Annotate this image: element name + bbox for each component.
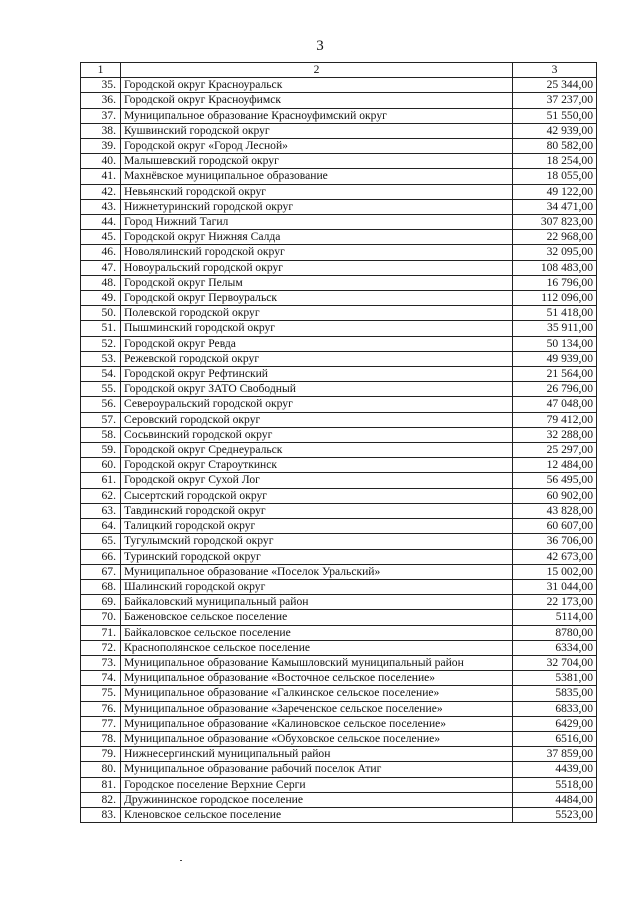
municipality-name: Серовский городской округ <box>121 412 513 427</box>
table-row <box>81 503 597 518</box>
row-number: 45. <box>81 230 121 245</box>
municipality-name: Режевской городской округ <box>121 351 513 366</box>
table-row <box>81 367 597 382</box>
column-header-number: 1 <box>81 63 121 78</box>
table-row <box>81 807 597 822</box>
row-number: 76. <box>81 701 121 716</box>
amount: 56 495,00 <box>513 473 597 488</box>
amount: 37 237,00 <box>513 93 597 108</box>
amount: 49 122,00 <box>513 184 597 199</box>
table-row <box>81 306 597 321</box>
row-number: 78. <box>81 731 121 746</box>
table-row <box>81 579 597 594</box>
row-number: 43. <box>81 199 121 214</box>
municipality-name: Полевской городской округ <box>121 306 513 321</box>
row-number: 81. <box>81 777 121 792</box>
municipality-name: Городской округ Сухой Лог <box>121 473 513 488</box>
municipality-name: Городской округ Красноуфимск <box>121 93 513 108</box>
table-row <box>81 716 597 731</box>
row-number: 75. <box>81 686 121 701</box>
row-number: 77. <box>81 716 121 731</box>
municipality-name: Городской округ ЗАТО Свободный <box>121 382 513 397</box>
amount: 15 002,00 <box>513 564 597 579</box>
column-header-amount: 3 <box>513 63 597 78</box>
municipality-name: Туринский городской округ <box>121 549 513 564</box>
municipality-name: Сысертский городской округ <box>121 488 513 503</box>
municipality-name: Тугулымский городской округ <box>121 534 513 549</box>
amount: 51 550,00 <box>513 108 597 123</box>
table-row <box>81 336 597 351</box>
table-row <box>81 777 597 792</box>
amount: 36 706,00 <box>513 534 597 549</box>
amount: 34 471,00 <box>513 199 597 214</box>
row-number: 64. <box>81 519 121 534</box>
amount: 18 055,00 <box>513 169 597 184</box>
table-row <box>81 655 597 670</box>
row-number: 58. <box>81 427 121 442</box>
table-row <box>81 78 597 93</box>
table-row <box>81 215 597 230</box>
municipality-name: Муниципальное образование Красноуфимский округ <box>121 108 513 123</box>
municipality-name: Тавдинский городской округ <box>121 503 513 518</box>
row-number: 52. <box>81 336 121 351</box>
row-number: 69. <box>81 595 121 610</box>
table-row <box>81 123 597 138</box>
table-row <box>81 640 597 655</box>
amount: 43 828,00 <box>513 503 597 518</box>
municipality-name: Муниципальное образование «Обуховское сельское поселение» <box>121 731 513 746</box>
row-number: 44. <box>81 215 121 230</box>
municipality-name: Городской округ Рефтинский <box>121 367 513 382</box>
table-row <box>81 488 597 503</box>
amount: 16 796,00 <box>513 275 597 290</box>
municipality-name: Городской округ Пелым <box>121 275 513 290</box>
row-number: 83. <box>81 807 121 822</box>
municipality-name: Махнёвское муниципальное образование <box>121 169 513 184</box>
amount: 5518,00 <box>513 777 597 792</box>
row-number: 68. <box>81 579 121 594</box>
municipality-name: Талицкий городской округ <box>121 519 513 534</box>
table-header <box>81 63 597 78</box>
amount: 6334,00 <box>513 640 597 655</box>
row-number: 67. <box>81 564 121 579</box>
row-number: 35. <box>81 78 121 93</box>
table-row <box>81 108 597 123</box>
row-number: 42. <box>81 184 121 199</box>
table-row <box>81 154 597 169</box>
table-row <box>81 291 597 306</box>
row-number: 60. <box>81 458 121 473</box>
table-row <box>81 139 597 154</box>
row-number: 54. <box>81 367 121 382</box>
allocation-table <box>80 62 597 823</box>
row-number: 50. <box>81 306 121 321</box>
municipality-name: Городской округ Ревда <box>121 336 513 351</box>
municipality-name: Шалинский городской округ <box>121 579 513 594</box>
table-row <box>81 93 597 108</box>
table-row <box>81 731 597 746</box>
scan-speck <box>180 860 182 861</box>
amount: 51 418,00 <box>513 306 597 321</box>
municipality-name: Баженовское сельское поселение <box>121 610 513 625</box>
amount: 5523,00 <box>513 807 597 822</box>
amount: 5381,00 <box>513 671 597 686</box>
table-row <box>81 625 597 640</box>
municipality-name: Муниципальное образование Камышловский муниципальный район <box>121 655 513 670</box>
table-row <box>81 382 597 397</box>
row-number: 57. <box>81 412 121 427</box>
table-row <box>81 199 597 214</box>
table-row <box>81 534 597 549</box>
amount: 49 939,00 <box>513 351 597 366</box>
table-row <box>81 260 597 275</box>
amount: 8780,00 <box>513 625 597 640</box>
amount: 79 412,00 <box>513 412 597 427</box>
row-number: 79. <box>81 747 121 762</box>
amount: 35 911,00 <box>513 321 597 336</box>
row-number: 74. <box>81 671 121 686</box>
amount: 6516,00 <box>513 731 597 746</box>
amount: 6429,00 <box>513 716 597 731</box>
header-row <box>81 63 597 78</box>
amount: 60 902,00 <box>513 488 597 503</box>
row-number: 61. <box>81 473 121 488</box>
table-row <box>81 351 597 366</box>
row-number: 70. <box>81 610 121 625</box>
amount: 4484,00 <box>513 792 597 807</box>
municipality-name: Городской округ Староуткинск <box>121 458 513 473</box>
table-row <box>81 412 597 427</box>
municipality-name: Муниципальное образование рабочий поселок Атиг <box>121 762 513 777</box>
municipality-name: Новоуральский городской округ <box>121 260 513 275</box>
row-number: 51. <box>81 321 121 336</box>
amount: 42 673,00 <box>513 549 597 564</box>
table-row <box>81 792 597 807</box>
municipality-name: Пышминский городской округ <box>121 321 513 336</box>
municipality-name: Город Нижний Тагил <box>121 215 513 230</box>
row-number: 36. <box>81 93 121 108</box>
row-number: 65. <box>81 534 121 549</box>
municipality-name: Сосьвинский городской округ <box>121 427 513 442</box>
amount: 22 173,00 <box>513 595 597 610</box>
municipality-name: Кушвинский городской округ <box>121 123 513 138</box>
amount: 25 297,00 <box>513 443 597 458</box>
amount: 307 823,00 <box>513 215 597 230</box>
municipality-name: Муниципальное образование «Поселок Уральский» <box>121 564 513 579</box>
amount: 32 288,00 <box>513 427 597 442</box>
municipality-name: Североуральский городской округ <box>121 397 513 412</box>
table-row <box>81 397 597 412</box>
amount: 32 704,00 <box>513 655 597 670</box>
amount: 37 859,00 <box>513 747 597 762</box>
amount: 26 796,00 <box>513 382 597 397</box>
amount: 25 344,00 <box>513 78 597 93</box>
amount: 5114,00 <box>513 610 597 625</box>
table-row <box>81 671 597 686</box>
amount: 42 939,00 <box>513 123 597 138</box>
row-number: 71. <box>81 625 121 640</box>
municipality-name: Муниципальное образование «Калиновское сельское поселение» <box>121 716 513 731</box>
municipality-name: Малышевский городской округ <box>121 154 513 169</box>
municipality-name: Дружининское городское поселение <box>121 792 513 807</box>
municipality-name: Новолялинский городской округ <box>121 245 513 260</box>
table-row <box>81 701 597 716</box>
amount: 22 968,00 <box>513 230 597 245</box>
municipality-name: Городской округ «Город Лесной» <box>121 139 513 154</box>
table-body <box>81 78 597 823</box>
amount: 12 484,00 <box>513 458 597 473</box>
table-row <box>81 762 597 777</box>
municipality-name: Байкаловский муниципальный район <box>121 595 513 610</box>
municipality-name: Муниципальное образование «Зареченское сельское поселение» <box>121 701 513 716</box>
row-number: 53. <box>81 351 121 366</box>
row-number: 41. <box>81 169 121 184</box>
row-number: 39. <box>81 139 121 154</box>
amount: 31 044,00 <box>513 579 597 594</box>
municipality-name: Городское поселение Верхние Серги <box>121 777 513 792</box>
municipality-name: Невьянский городской округ <box>121 184 513 199</box>
amount: 60 607,00 <box>513 519 597 534</box>
municipality-name: Муниципальное образование «Галкинское сельское поселение» <box>121 686 513 701</box>
row-number: 72. <box>81 640 121 655</box>
amount: 6833,00 <box>513 701 597 716</box>
table-row <box>81 458 597 473</box>
table-row <box>81 610 597 625</box>
table-row <box>81 549 597 564</box>
table-row <box>81 595 597 610</box>
table-row <box>81 427 597 442</box>
table-row <box>81 443 597 458</box>
amount: 5835,00 <box>513 686 597 701</box>
row-number: 55. <box>81 382 121 397</box>
table-row <box>81 686 597 701</box>
row-number: 63. <box>81 503 121 518</box>
row-number: 80. <box>81 762 121 777</box>
table-row <box>81 519 597 534</box>
table-row <box>81 564 597 579</box>
table-row <box>81 275 597 290</box>
row-number: 82. <box>81 792 121 807</box>
row-number: 62. <box>81 488 121 503</box>
amount: 47 048,00 <box>513 397 597 412</box>
table-row <box>81 473 597 488</box>
municipality-name: Кленовское сельское поселение <box>121 807 513 822</box>
municipality-name: Нижнесергинский муниципальный район <box>121 747 513 762</box>
table-row <box>81 184 597 199</box>
row-number: 40. <box>81 154 121 169</box>
municipality-name: Городской округ Красноуральск <box>121 78 513 93</box>
municipality-name: Городской округ Среднеуральск <box>121 443 513 458</box>
table-row <box>81 230 597 245</box>
amount: 80 582,00 <box>513 139 597 154</box>
page-number: 3 <box>316 38 324 54</box>
row-number: 48. <box>81 275 121 290</box>
municipality-name: Муниципальное образование «Восточное сельское поселение» <box>121 671 513 686</box>
municipality-name: Нижнетуринский городской округ <box>121 199 513 214</box>
amount: 21 564,00 <box>513 367 597 382</box>
table-row <box>81 321 597 336</box>
municipality-name: Байкаловское сельское поселение <box>121 625 513 640</box>
table-row <box>81 747 597 762</box>
municipality-name: Городской округ Первоуральск <box>121 291 513 306</box>
amount: 108 483,00 <box>513 260 597 275</box>
row-number: 37. <box>81 108 121 123</box>
amount: 4439,00 <box>513 762 597 777</box>
row-number: 38. <box>81 123 121 138</box>
row-number: 66. <box>81 549 121 564</box>
amount: 50 134,00 <box>513 336 597 351</box>
municipality-name: Городской округ Нижняя Салда <box>121 230 513 245</box>
amount: 18 254,00 <box>513 154 597 169</box>
row-number: 47. <box>81 260 121 275</box>
row-number: 73. <box>81 655 121 670</box>
row-number: 49. <box>81 291 121 306</box>
row-number: 46. <box>81 245 121 260</box>
municipality-name: Краснополянское сельское поселение <box>121 640 513 655</box>
amount: 112 096,00 <box>513 291 597 306</box>
amount: 32 095,00 <box>513 245 597 260</box>
table-row <box>81 169 597 184</box>
row-number: 56. <box>81 397 121 412</box>
table-row <box>81 245 597 260</box>
row-number: 59. <box>81 443 121 458</box>
column-header-name: 2 <box>121 63 513 78</box>
